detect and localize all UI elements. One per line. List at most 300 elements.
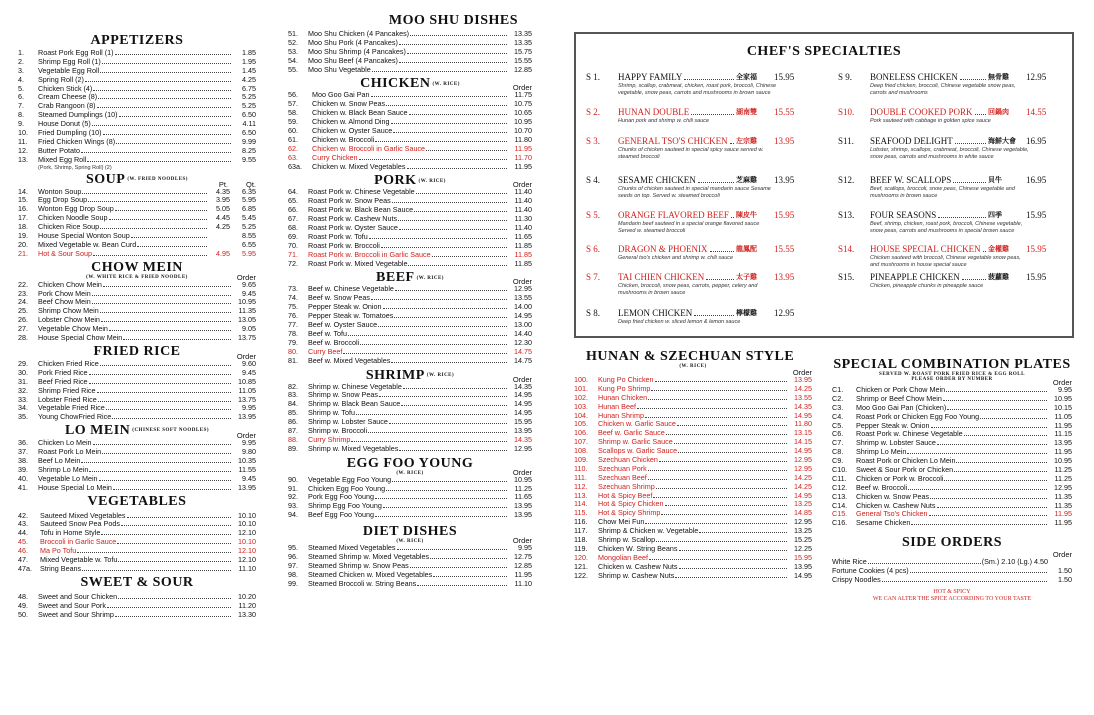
- special-chinese-name: 回鍋肉: [988, 108, 1009, 116]
- dot-leader: [655, 381, 787, 382]
- dot-leader: [699, 532, 787, 533]
- item-number: 72.: [288, 258, 298, 268]
- item-name: Mixed Egg Roll: [38, 154, 87, 164]
- special-description: Chicken sauteed with broccoli, Chinese vegetable snow peas, and mushrooms in house special sauce: [870, 255, 1021, 268]
- item-number: 70.: [288, 240, 298, 250]
- item-price-quart: 5.45: [242, 213, 256, 223]
- item-name: Chicken w. Broccoli: [312, 134, 375, 144]
- dot-leader: [351, 441, 507, 442]
- special-price: 12.95: [774, 308, 795, 318]
- item-name: String Beans: [40, 563, 82, 573]
- item-price: 13.95: [794, 375, 812, 384]
- dot-leader: [107, 607, 231, 608]
- dot-leader: [359, 159, 507, 160]
- beef-order-header: Order: [512, 277, 532, 287]
- chef-special-item: [586, 136, 812, 168]
- item-number: 30.: [18, 367, 28, 377]
- item-price: 14.95: [514, 311, 532, 321]
- item-price-pint: 3.95: [216, 195, 230, 205]
- special-price: 14.55: [1026, 107, 1047, 117]
- item-name: Roast Pork Lo Mein: [38, 447, 102, 457]
- dot-leader: [137, 246, 207, 247]
- item-number: 94.: [288, 510, 298, 520]
- item-number: 68.: [288, 223, 298, 233]
- item-price-pint: 5.05: [216, 204, 230, 214]
- dot-leader: [121, 525, 231, 526]
- dot-leader: [375, 498, 507, 499]
- special-chinese-name: 金權雞: [988, 245, 1009, 253]
- item-name: Tofu in Home Style: [40, 528, 101, 538]
- item-name: Steamed Shrimp w. Mixed Vegetables: [308, 551, 430, 561]
- item-number: 73.: [288, 284, 298, 294]
- item-price: 8.25: [242, 145, 256, 155]
- item-price: 13.95: [794, 561, 812, 571]
- item-number: C3.: [832, 402, 844, 412]
- chef-special-item: [838, 210, 1064, 242]
- moo-shu-title: MOO SHU DISHES: [388, 13, 518, 28]
- item-number: 63a.: [288, 161, 302, 171]
- item-price-quart: 6.85: [242, 204, 256, 214]
- menu-item-row: [18, 334, 256, 343]
- dot-leader: [118, 561, 231, 562]
- item-number: 44.: [18, 528, 28, 538]
- dot-leader: [645, 417, 787, 418]
- item-number: C12.: [832, 482, 848, 492]
- item-number: 33.: [18, 394, 28, 404]
- item-price: 10.10: [238, 537, 256, 547]
- item-name: Chicken Chow Mein: [38, 279, 102, 289]
- item-name: Pepper Steak w. Onion: [856, 420, 930, 430]
- chow-mein-header: [18, 259, 256, 281]
- chow-mein-list: [18, 281, 256, 343]
- chef-special-item: [586, 175, 812, 207]
- item-name: Shrimp & Chicken w. Vegetable: [598, 526, 699, 536]
- item-price: 11.05: [238, 385, 256, 395]
- special-description: Chunks of chicken sauteed in special mandarin sauce Sesame seeds on top. Served w. steamed broccoli: [618, 186, 771, 199]
- item-number: 98.: [288, 569, 298, 579]
- special-chinese-name: 左宗雞: [736, 137, 757, 145]
- beef-title: BEEF: [376, 270, 415, 286]
- soup-title: SOUP: [86, 171, 126, 187]
- dot-leader: [394, 317, 507, 318]
- egg-foo-young-order-header: Order: [512, 467, 532, 477]
- item-name: Moo Shu Beef (4 Pancakes): [308, 55, 398, 65]
- item-name: Roast Pork w. Black Bean Sauce: [308, 205, 414, 215]
- egg-foo-young-header: [288, 454, 532, 476]
- special-name: GENERAL TSO'S CHICKEN: [618, 136, 728, 146]
- menu-item-row: [288, 357, 532, 366]
- special-chinese-name: 全家福: [736, 73, 757, 81]
- item-name: Curry Shrimp: [308, 434, 351, 444]
- item-name: Mongolian Beef: [598, 552, 648, 562]
- dot-leader: [369, 238, 507, 239]
- item-price: 10.35: [238, 455, 256, 465]
- item-number: 37.: [18, 447, 28, 457]
- item-number: 75.: [288, 302, 298, 312]
- special-name: SEAFOOD DELIGHT: [870, 136, 953, 146]
- item-number: 42.: [18, 510, 28, 520]
- item-number: 59.: [288, 117, 298, 127]
- dot-leader: [399, 62, 507, 63]
- dot-leader: [679, 550, 788, 551]
- item-name: Roast Pork w. Mixed Vegetable: [308, 258, 408, 268]
- special-description: Beef, shrimp, chicken, roast pork, broccoli, Chinese vegetable, snow peas, carrots and mushrooms in special brown sauce: [870, 221, 1023, 234]
- pork-list: [288, 188, 532, 268]
- dot-leader: [82, 193, 207, 194]
- dot-leader: [375, 516, 507, 517]
- dot-leader: [101, 321, 231, 322]
- dot-leader: [962, 279, 986, 280]
- dot-leader: [100, 365, 231, 366]
- special-chinese-name: 無骨雞: [988, 73, 1009, 81]
- dot-leader: [416, 193, 507, 194]
- item-price: 11.40: [514, 205, 532, 215]
- dot-leader: [954, 471, 1047, 472]
- side-order-header: Order: [1052, 550, 1072, 560]
- item-name: Spring Roll (2): [38, 74, 84, 84]
- item-price: 11.95: [1054, 509, 1072, 519]
- item-number: 49.: [18, 600, 28, 610]
- item-name: Cream Cheese (8): [38, 92, 98, 102]
- item-name: Roast Pork or Chicken Lo Mein: [856, 456, 956, 466]
- special-number: S10.: [838, 107, 855, 117]
- item-name: Roast Pork w. Chinese Vegetable: [308, 187, 415, 197]
- item-price: 1.95: [242, 56, 256, 66]
- pork-header: [288, 171, 532, 188]
- dot-leader: [882, 581, 1047, 582]
- dot-leader: [401, 405, 507, 406]
- chef-special-item: [838, 136, 1064, 168]
- item-name: House Special Chow Mein: [38, 333, 123, 343]
- item-number: 31.: [18, 376, 28, 386]
- item-price: 9.60: [242, 358, 256, 368]
- item-name: Egg Drop Soup: [38, 195, 88, 205]
- item-number: 74.: [288, 293, 298, 303]
- soup-list: [18, 188, 256, 259]
- menu-item-row: [288, 580, 532, 589]
- special-number: S15.: [838, 272, 855, 282]
- dot-leader: [117, 543, 231, 544]
- dot-leader: [100, 228, 207, 229]
- dot-leader: [397, 549, 507, 550]
- item-price: 9.95: [1058, 385, 1072, 394]
- item-number: 2.: [18, 56, 24, 66]
- item-number: C8.: [832, 447, 844, 457]
- dot-leader: [92, 303, 231, 304]
- item-number: C13.: [832, 491, 848, 501]
- hunan-subtitle: (W. RICE): [679, 364, 707, 369]
- dot-leader: [953, 182, 986, 183]
- egg-foo-young-title: EGG FOO YOUNG: [346, 455, 474, 471]
- dot-leader: [661, 514, 787, 515]
- dot-leader: [414, 211, 507, 212]
- chef-title: CHEF'S SPECIALTIES: [746, 44, 902, 59]
- dot-leader: [929, 515, 1047, 516]
- dot-leader: [106, 409, 231, 410]
- item-number: C7.: [832, 438, 844, 448]
- item-name: Chicken Noodle Soup: [38, 213, 108, 223]
- item-name: Pork Chow Mein: [38, 288, 91, 298]
- item-name: Sauteed Mixed Vegetables: [40, 510, 126, 520]
- item-price-pint: 4.95: [216, 248, 230, 258]
- dot-leader: [360, 344, 507, 345]
- item-price: 11.85: [514, 249, 532, 259]
- item-price: 11.70: [514, 152, 532, 162]
- item-number: 3.: [18, 65, 24, 75]
- special-price: 15.55: [774, 107, 795, 117]
- item-name: Hunan Chicken: [598, 392, 648, 402]
- item-name: Beef w. Chinese Vegetable: [308, 284, 394, 294]
- dot-leader: [731, 217, 734, 218]
- item-number: 16.: [18, 204, 28, 214]
- item-number: 6.: [18, 92, 24, 102]
- dot-leader: [706, 279, 734, 280]
- combo-subtitle-2: PLEASE ORDER BY NUMBER: [911, 377, 993, 382]
- item-price-quart: 6.35: [242, 186, 256, 196]
- item-number: 114.: [574, 499, 588, 509]
- dot-leader: [980, 418, 1047, 419]
- item-name: Vegetable Chow Mein: [38, 324, 108, 334]
- item-name: Sesame Chicken: [856, 518, 911, 528]
- item-name: Beef w. Broccoli: [856, 482, 908, 492]
- item-number: 119.: [574, 543, 588, 553]
- item-number: 11.: [18, 136, 28, 146]
- dot-leader: [433, 576, 507, 577]
- item-price: 9.45: [242, 473, 256, 483]
- item-name: Hunan Shrimp: [598, 410, 644, 420]
- item-name: Beef w. Tofu: [308, 328, 348, 338]
- item-name: Roast Pork w. Broccoli in Garlic Sauce: [308, 249, 431, 259]
- item-price: 11.95: [514, 569, 532, 579]
- item-name: Chow Mei Fun: [598, 517, 645, 527]
- dot-leader: [392, 202, 507, 203]
- item-name: Wonton Soup: [38, 186, 82, 196]
- diet-list: [288, 544, 532, 588]
- special-price: 15.95: [1026, 244, 1047, 254]
- item-price: 10.70: [514, 126, 532, 136]
- item-number: 64.: [288, 187, 298, 197]
- dot-leader: [123, 339, 231, 340]
- lo-mein-list: [18, 439, 256, 492]
- item-number: 61.: [288, 134, 298, 144]
- item-name: Chicken w. Almond Ding: [312, 117, 390, 127]
- dot-leader: [659, 461, 787, 462]
- hunan-title: HUNAN & SZECHUAN STYLE: [586, 349, 795, 364]
- item-name: Kung Po Shrimp: [598, 383, 651, 393]
- side-item-price: 1.50: [1058, 566, 1072, 576]
- item-name: Szechuan Beef: [598, 472, 647, 482]
- item-number: 89.: [288, 443, 298, 453]
- special-price: 13.95: [774, 175, 795, 185]
- item-number: 109.: [574, 455, 588, 465]
- item-name: Beef Lo Mein: [38, 455, 81, 465]
- item-number: 113.: [574, 490, 588, 500]
- beef-list: [288, 285, 532, 365]
- item-price: 9.65: [242, 279, 256, 289]
- dot-leader: [937, 507, 1048, 508]
- item-price: 12.95: [514, 443, 532, 453]
- dot-leader: [398, 220, 507, 221]
- item-price: 13.15: [794, 428, 812, 438]
- item-name: Sauteed Snow Pea Pods: [40, 519, 120, 529]
- item-name: Shrimp w. Scallop: [598, 535, 656, 545]
- item-number: 38.: [18, 455, 28, 465]
- item-price: 13.95: [238, 412, 256, 422]
- special-number: S11.: [838, 136, 854, 146]
- diet-header: [288, 520, 532, 544]
- item-number: C9.: [832, 456, 844, 466]
- item-number: C15.: [832, 509, 848, 519]
- dot-leader: [379, 396, 507, 397]
- dot-leader: [77, 552, 231, 553]
- item-price: 9.95: [518, 543, 532, 553]
- chicken-title: CHICKEN: [360, 76, 431, 92]
- dot-leader: [399, 44, 507, 45]
- dot-leader: [956, 462, 1047, 463]
- item-number: 20.: [18, 239, 28, 249]
- item-number: 25.: [18, 306, 28, 316]
- dot-leader: [97, 107, 231, 108]
- item-name: Roast Pork w. Cashew Nuts: [308, 214, 398, 224]
- hunan-order-header: Order: [792, 368, 812, 377]
- item-name: Shrimp Lo Mein: [856, 447, 907, 457]
- dot-leader: [99, 480, 231, 481]
- soup-header: [18, 173, 256, 188]
- item-number: 22.: [18, 279, 28, 289]
- item-price: 12.25: [794, 543, 812, 553]
- item-price: 14.95: [794, 410, 812, 420]
- item-price: 11.85: [514, 240, 532, 250]
- item-price: 13.25: [794, 499, 812, 509]
- dot-leader: [907, 453, 1047, 454]
- item-number: 41.: [18, 482, 28, 492]
- special-name: TAI CHIEN CHICKEN: [618, 272, 705, 282]
- dot-leader: [375, 141, 507, 142]
- item-price: 4.25: [242, 74, 256, 84]
- item-price: 10.95: [238, 297, 256, 307]
- chicken-header: [288, 74, 532, 91]
- item-name: Steamed Chicken w. Mixed Vegetables: [308, 569, 433, 579]
- item-number: 121.: [574, 561, 588, 571]
- dot-leader: [426, 150, 507, 151]
- shrimp-list: [288, 383, 532, 454]
- item-number: 82.: [288, 381, 298, 391]
- item-name: Beef Chow Mein: [38, 297, 91, 307]
- dot-leader: [684, 79, 734, 80]
- item-number: 23.: [18, 288, 28, 298]
- item-price: 14.15: [794, 437, 812, 447]
- fried-rice-list: [18, 360, 256, 422]
- special-name: PINEAPPLE CHICKEN: [870, 272, 960, 282]
- special-name: HUNAN DOUBLE: [618, 107, 690, 117]
- item-number: 79.: [288, 337, 298, 347]
- dot-leader: [103, 134, 231, 135]
- item-number: 110.: [574, 463, 588, 473]
- special-price: 12.95: [1026, 72, 1047, 82]
- item-price-pint: 4.45: [216, 213, 230, 223]
- special-chinese-name: 湖南雙: [736, 108, 757, 116]
- dot-leader: [943, 400, 1047, 401]
- dot-leader: [665, 505, 787, 506]
- dot-leader: [348, 335, 507, 336]
- shrimp-subtitle: (W. RICE): [426, 372, 455, 378]
- item-number: 97.: [288, 560, 298, 570]
- dot-leader: [730, 143, 734, 144]
- item-name: Shrimp w. Black Bean Sauce: [308, 399, 401, 409]
- item-price-quart: 5.95: [242, 248, 256, 258]
- item-price: 5.25: [242, 101, 256, 111]
- dot-leader: [637, 408, 787, 409]
- item-name: Chicken or Pork Chow Mein: [856, 385, 946, 394]
- item-price: 9.95: [242, 403, 256, 413]
- item-number: 107.: [574, 437, 588, 447]
- menu-item-row: [288, 66, 532, 75]
- item-name: Moo Shu Vegetable: [308, 64, 371, 74]
- dot-leader: [85, 81, 231, 82]
- lo-mein-subtitle: (CHINESE SOFT NOODLES): [132, 428, 210, 434]
- item-name: Kung Po Chicken: [598, 375, 654, 384]
- item-name: Szechuan Pork: [598, 463, 647, 473]
- item-price: 11.55: [238, 464, 256, 474]
- dot-leader: [938, 217, 986, 218]
- item-number: 76.: [288, 311, 298, 321]
- item-number: 50.: [18, 609, 28, 619]
- special-price: 15.55: [774, 244, 795, 254]
- item-number: 18.: [18, 222, 28, 232]
- item-price: 14.95: [514, 408, 532, 418]
- item-name: Chicken w. Cashew Nuts: [856, 500, 936, 510]
- item-price: 10.10: [238, 519, 256, 529]
- item-name: Moo Shu Pork (4 Pancakes): [308, 37, 398, 47]
- item-number: 53.: [288, 46, 298, 56]
- item-price: 11.65: [514, 492, 532, 502]
- dot-leader: [383, 507, 507, 508]
- item-name: Hot & Sour Soup: [38, 248, 92, 258]
- item-price-quart: 6.55: [242, 239, 256, 249]
- dot-leader: [101, 534, 231, 535]
- dot-leader: [653, 497, 787, 498]
- chef-special-item: [838, 175, 1064, 207]
- dot-leader: [383, 308, 507, 309]
- combo-subtitle-1: SERVED W. ROAST PORK FRIED RICE & EGG ROLL: [879, 372, 1025, 377]
- dot-leader: [407, 53, 507, 54]
- item-price: 15.75: [514, 46, 532, 56]
- hunan-list: [574, 376, 812, 580]
- item-price: 12.95: [794, 463, 812, 473]
- special-description: Hunan pork and shrimp w. chili sauce: [618, 118, 710, 124]
- dot-leader: [87, 161, 231, 162]
- item-price: 11.05: [1054, 411, 1072, 421]
- item-price: 11.95: [1054, 447, 1072, 457]
- item-number: 65.: [288, 196, 298, 206]
- chef-special-item: [838, 107, 1064, 139]
- dot-leader: [391, 362, 507, 363]
- item-number: 46.: [18, 546, 28, 556]
- side-item-sizes: (Sm.) 2.10 (Lg.) 4.50: [981, 557, 1048, 567]
- item-price: 14.95: [794, 570, 812, 580]
- special-number: S 7.: [586, 272, 601, 282]
- dot-leader: [675, 577, 787, 578]
- item-price: 13.95: [514, 425, 532, 435]
- dot-leader: [648, 470, 787, 471]
- item-price: 13.95: [238, 482, 256, 492]
- item-number: 14.: [18, 186, 28, 196]
- item-number: 40.: [18, 473, 28, 483]
- item-price: 11.10: [514, 578, 532, 588]
- item-name: Beef w. Snow Peas: [308, 293, 370, 303]
- sweet-sour-list: [18, 593, 256, 620]
- dot-leader: [391, 123, 507, 124]
